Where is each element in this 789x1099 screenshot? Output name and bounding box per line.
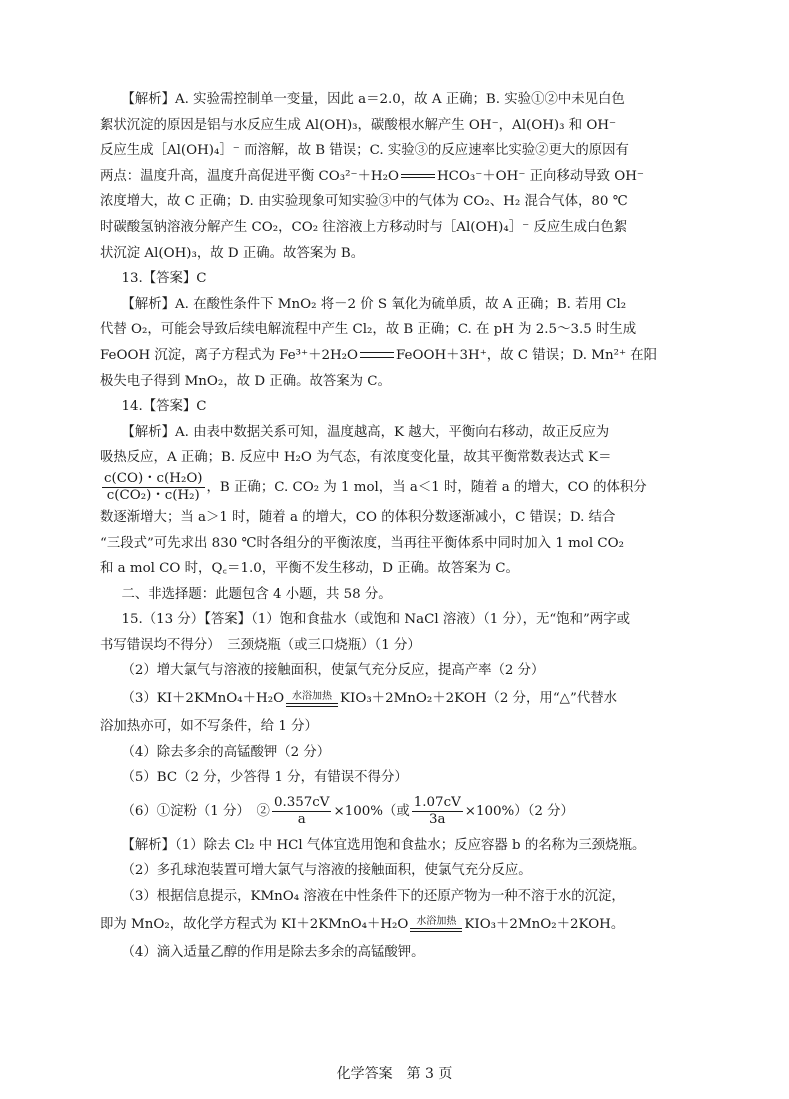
q12-explanation-line: 时碳酸氢钠溶液分解产生 CO₂，CO₂ 往溶液上方移动时与［Al(OH)₄］⁻ 反应生成白色絮 — [100, 219, 628, 235]
yield-fraction-1 — [272, 795, 332, 828]
q15-answer-line: 书写错误均不得分） 三颈烧瓶（或三口烧瓶）（1 分） — [100, 637, 421, 653]
reaction-condition-arrow — [286, 691, 338, 707]
q12-equilibrium-left: 两点：温度升高，温度升高促进平衡 CO₃²⁻＋H₂O — [100, 168, 399, 184]
q15-equation-right: KIO₃＋2MnO₂＋2KOH（2 分，用“△”代替水 — [340, 691, 617, 707]
q13-ion-equation-right: FeOOH＋3H⁺，故 C 错误；D. Mn²⁺ 在阳 — [396, 347, 658, 363]
q15-part-5: （5）BC（2 分，少答得 1 分，有错误不得分） — [121, 770, 408, 786]
q12-explanation-line: 反应生成［Al(OH)₄］⁻ 而溶解，故 B 错误；C. 实验③的反应速率比实验②更大的原因有 — [100, 143, 629, 159]
fraction-numerator: 1.07cV — [413, 794, 461, 810]
reversible-arrow-icon — [401, 174, 435, 178]
q13-explanation-line — [100, 343, 712, 369]
q14-explanation-line: 和 a mol CO 时，Q꜀＝1.0，平衡不发生移动，D 正确。故答案为 C。 — [100, 561, 519, 577]
q15-part-4: （4）除去多余的高锰酸钾（2 分） — [121, 744, 331, 760]
q15-explanation-line: 【解析】（1）除去 Cl₂ 中 HCl 气体宜选用饱和食盐水；反应容器 b 的名称为三颈烧瓶。 — [121, 837, 646, 853]
q15-explanation-line: （4）滴入适量乙醇的作用是除去多余的高锰酸钾。 — [121, 944, 425, 960]
page-footer: 化学答案 第 3 页 — [336, 1066, 453, 1082]
q14-explanation-line: “三段式”可先求出 830 ℃时各组分的平衡浓度，当再往平衡体系中同时加入 1 mol CO₂ — [100, 535, 624, 551]
section-heading: 二、非选择题：此题包含 4 小题，共 58 分。 — [121, 586, 392, 602]
reaction-condition: 水浴加热 — [292, 690, 333, 702]
q12-explanation-line — [100, 164, 712, 190]
q12-equilibrium-right: HCO₃⁻＋OH⁻ 正向移动导致 OH⁻ — [436, 168, 644, 184]
q15-part-3-continued: 浴加热亦可，如不写条件，给 1 分） — [100, 719, 318, 735]
q14-answer: 14.【答案】C — [121, 399, 207, 415]
q13-explanation-line: 【解析】A. 在酸性条件下 MnO₂ 将－2 价 S 氧化为硫单质，故 A 正确；B. 若用 Cl₂ — [121, 296, 627, 312]
reaction-condition: 水浴加热 — [416, 916, 457, 928]
q14-explanation-line: 数逐渐增大；当 a＞1 时，随着 a 的增大，CO 的体积分数逐渐减小，C 错误；D. 结合 — [100, 509, 616, 525]
q14-explanation-line: 吸热反应，A 正确；B. 反应中 H₂O 为气态，有浓度变化量，故其平衡常数表达式 K＝ — [100, 450, 612, 466]
q15-part-2: （2）增大氯气与溶液的接触面积，使氯气充分反应，提高产率（2 分） — [121, 663, 545, 679]
q15-part-6-end: ×100%）（2 分） — [464, 803, 574, 819]
q15-explanation-equation-right: KIO₃＋2MnO₂＋2KOH。 — [464, 916, 625, 932]
q15-explanation-line: （3）根据信息提示，KMnO₄ 溶液在中性条件下的还原产物为一种不溶于水的沉淀， — [121, 889, 625, 905]
q13-ion-equation-left: FeOOH 沉淀，离子方程式为 Fe³⁺＋2H₂O — [100, 347, 358, 363]
equilibrium-constant-fraction — [102, 471, 205, 504]
q15-explanation-equation-left: 即为 MnO₂，故化学方程式为 KI＋2KMnO₄＋H₂O — [100, 916, 409, 932]
q13-explanation-line: 极失电子得到 MnO₂，故 D 正确。故答案为 C。 — [100, 373, 391, 389]
yield-fraction-2 — [412, 795, 463, 828]
q15-part-3 — [100, 684, 712, 714]
q15-answer-line: 15.（13 分）【答案】（1）饱和食盐水（或饱和 NaCl 溶液）（1 分），无“饱和”两字或 — [121, 612, 631, 628]
fraction-denominator: c(CO₂)・c(H₂) — [106, 487, 200, 503]
fraction-numerator: c(CO)・c(H₂O) — [104, 470, 203, 486]
answer-content — [100, 87, 712, 965]
q13-answer: 13.【答案】C — [121, 271, 207, 287]
q12-explanation-line: 浓度增大，故 C 正确；D. 由实验现象可知实验③中的气体为 CO₂、H₂ 混合气体，80 ℃ — [100, 194, 628, 210]
fraction-denominator: a — [297, 811, 306, 827]
q15-explanation-line: （2）多孔球泡装置可增大氯气与溶液的接触面积，使氯气充分反应。 — [121, 863, 532, 879]
q13-explanation-line: 代替 O₂，可能会导致后续电解流程中产生 Cl₂，故 B 正确；C. 在 pH 为 2.5～3.5 时生成 — [100, 322, 637, 338]
fraction-numerator: 0.357cV — [273, 794, 330, 810]
q12-explanation-line: 状沉淀 Al(OH)₃，故 D 正确。故答案为 B。 — [100, 245, 365, 261]
q14-explanation-line: 【解析】A. 由表中数据关系可知，温度越高，K 越大，平衡向右移动，故正反应为 — [121, 424, 610, 440]
fraction-denominator: 3a — [429, 811, 446, 827]
q15-part-6-middle: ×100%（或 — [333, 803, 410, 819]
q12-explanation-line: 絮状沉淀的原因是铝与水反应生成 Al(OH)₃，碳酸根水解产生 OH⁻，Al(OH)₃ 和 OH⁻ — [100, 117, 617, 133]
q14-explanation-text: ，B 正确；C. CO₂ 为 1 mol，当 a＜1 时，随着 a 的增大，CO 的体积分 — [206, 479, 647, 495]
reaction-condition-arrow — [410, 916, 462, 932]
q14-explanation-line — [100, 471, 712, 505]
q15-part-6 — [100, 791, 712, 833]
q15-explanation-line — [100, 910, 712, 940]
q15-part-6-label: （6）①淀粉（1 分） ② — [121, 803, 270, 819]
q15-equation-left: （3）KI＋2KMnO₄＋H₂O — [121, 691, 285, 707]
equals-sign-icon — [360, 352, 394, 358]
q12-explanation-line: 【解析】A. 实验需控制单一变量，因此 a＝2.0，故 A 正确；B. 实验①②中未见白色 — [121, 92, 625, 107]
